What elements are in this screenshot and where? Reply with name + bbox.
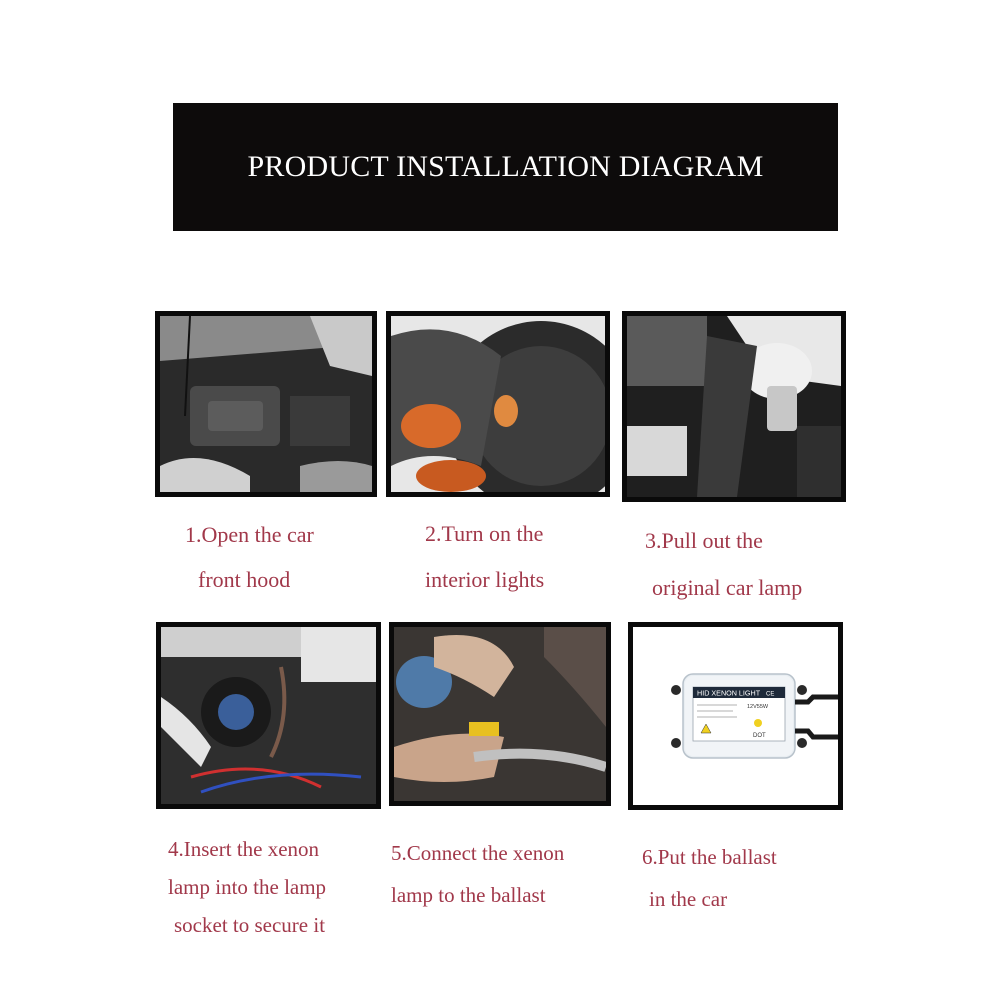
step-6-caption [642, 836, 777, 920]
ballast-mark: CE [766, 691, 775, 698]
step-1-line-1: 1.Open the car [185, 522, 314, 547]
step-3-caption [645, 517, 802, 611]
step-4-caption [168, 830, 326, 944]
step-4-line-2: lamp into the lamp [168, 875, 327, 899]
step-1-line-2: front hood [198, 567, 291, 592]
step-3-photo [622, 311, 846, 502]
step-5-line-1: 5.Connect the xenon [391, 841, 565, 865]
step-5-line-2: lamp to the ballast [391, 883, 546, 907]
step-6-line-2: in the car [649, 887, 728, 911]
title-banner [173, 103, 838, 231]
step-4-photo [156, 622, 381, 809]
step-3-line-1: 3.Pull out the [645, 528, 763, 553]
step-4-line-1: 4.Insert the xenon [168, 837, 320, 861]
step-1-photo [155, 311, 377, 497]
step-2-caption [425, 511, 544, 603]
step-5-caption [391, 832, 564, 916]
step-3-line-2: original car lamp [652, 575, 803, 600]
ballast-label: HID XENON LIGHT [697, 688, 761, 698]
step-4-line-3: socket to secure it [174, 913, 326, 937]
ballast-cert: DOT [753, 733, 766, 739]
step-5-photo [389, 622, 611, 806]
step-2-photo [386, 311, 610, 497]
step-2-line-1: 2.Turn on the [425, 521, 544, 546]
ballast-spec: 12V55W [747, 704, 769, 710]
step-1-caption [185, 512, 314, 602]
step-2-line-2: interior lights [425, 567, 545, 592]
page-title: PRODUCT INSTALLATION DIAGRAM [247, 150, 764, 183]
step-6-line-1: 6.Put the ballast [642, 845, 777, 869]
step-6-photo [628, 622, 843, 810]
